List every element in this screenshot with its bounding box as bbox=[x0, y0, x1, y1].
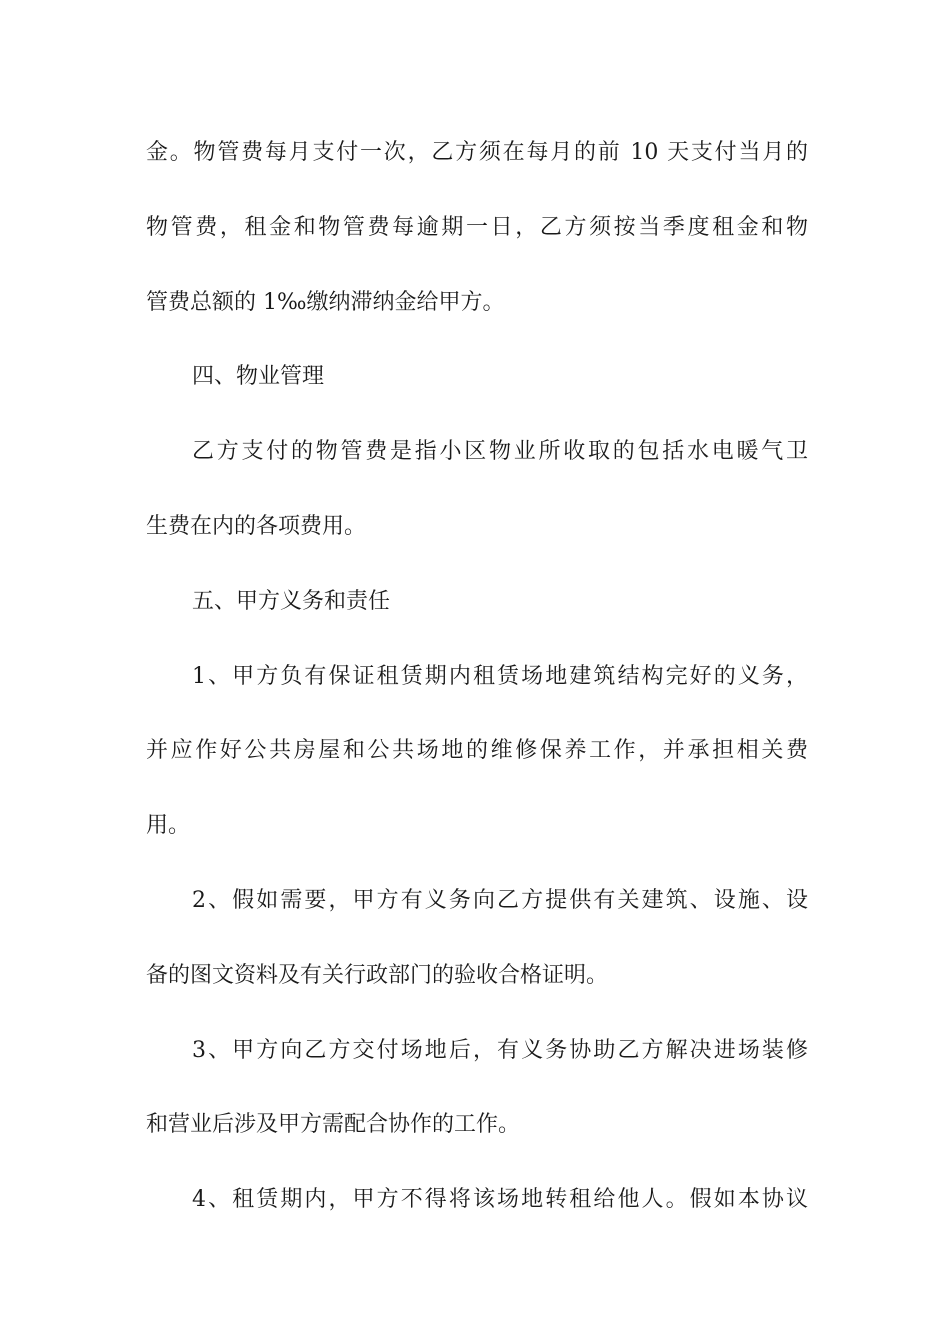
clause-3-line: 3、甲方向乙方交付场地后，有义务协助乙方解决进场装修 bbox=[192, 1037, 808, 1063]
paragraph-line: 金。物管费每月支付一次，乙方须在每月的前 10 天支付当月的 bbox=[146, 140, 808, 165]
section-heading-party-a-obligations: 五、甲方义务和责任 bbox=[192, 588, 391, 614]
clause-3-line: 和营业后涉及甲方需配合协作的工作。 bbox=[146, 1112, 521, 1138]
clause-4-line: 4、租赁期内，甲方不得将该场地转租给他人。假如本协议 bbox=[192, 1187, 808, 1213]
clause-1-line: 用。 bbox=[146, 813, 191, 839]
paragraph-line: 乙方支付的物管费是指小区物业所收取的包括水电暖气卫 bbox=[192, 439, 808, 465]
paragraph-line: 物管费，租金和物管费每逾期一日，乙方须按当季度租金和物 bbox=[146, 214, 808, 240]
paragraph-line: 管费总额的 1‰缴纳滞纳金给甲方。 bbox=[146, 289, 505, 315]
section-heading-property-management: 四、物业管理 bbox=[192, 364, 325, 390]
clause-1-line: 并应作好公共房屋和公共场地的维修保养工作，并承担相关费 bbox=[146, 738, 808, 764]
paragraph-line: 生费在内的各项费用。 bbox=[146, 513, 367, 539]
clause-1-line: 1、甲方负有保证租赁期内租赁场地建筑结构完好的义务， bbox=[192, 663, 808, 689]
clause-2-line: 备的图文资料及有关行政部门的验收合格证明。 bbox=[146, 962, 609, 988]
clause-2-line: 2、假如需要，甲方有义务向乙方提供有关建筑、设施、设 bbox=[192, 887, 808, 913]
document-body bbox=[146, 126, 808, 1248]
